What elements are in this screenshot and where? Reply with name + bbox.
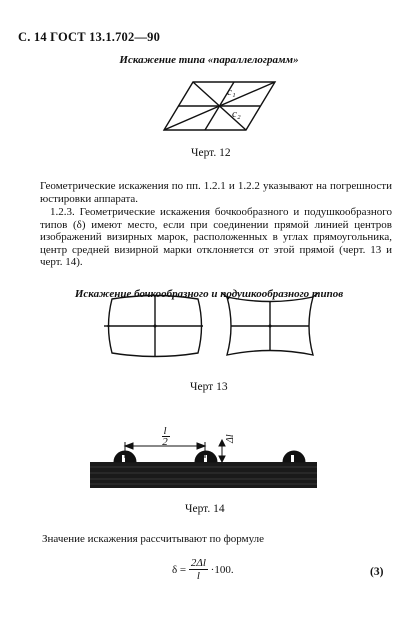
formula-lhs: δ = [172,563,187,576]
formula-number: (3) [370,566,384,578]
formula [172,557,234,582]
section-heading-parallelogram: Искажение типа «параллелограмм» [119,54,299,66]
paragraph-1: Геометрические искажения по пп. 1.2.1 и 1.2.2 указывают на погрешности юстировки аппарата. [40,180,392,205]
figure-caption-13: Черт 13 [190,381,228,393]
page-header: С. 14 ГОСТ 13.1.702—90 [18,30,161,44]
figure-caption-12: Черт. 12 [191,147,231,159]
label-c2: c₂ [232,108,241,120]
label-delta-l: Δl [225,434,236,443]
figure-caption-14: Черт. 14 [185,503,225,515]
section-heading-barrel-pincushion: Искажение бочкообразного и подушкообразного типов [74,288,344,300]
formula-fraction [189,557,208,582]
formula-numerator: 2Δl [190,557,206,569]
label-2: 2 [162,436,168,448]
label-l: l [163,425,167,437]
formula-rhs: ·100. [210,563,234,576]
formula-denominator: l [196,570,200,582]
paragraph-2: 1.2.3. Геометрические искажения бочкообразного и подушкообразного типов (δ) имеют место, если при соединении прямой линией центров изображений визирных марок, расположенных в углах прямоугольника, центр средней визирной марки отклоняется от этой прямой (черт. 13 и черт. 14). [40,206,392,268]
formula-intro: Значение искажения рассчитывают по формуле [42,533,264,545]
label-c1: c₁ [227,86,236,98]
